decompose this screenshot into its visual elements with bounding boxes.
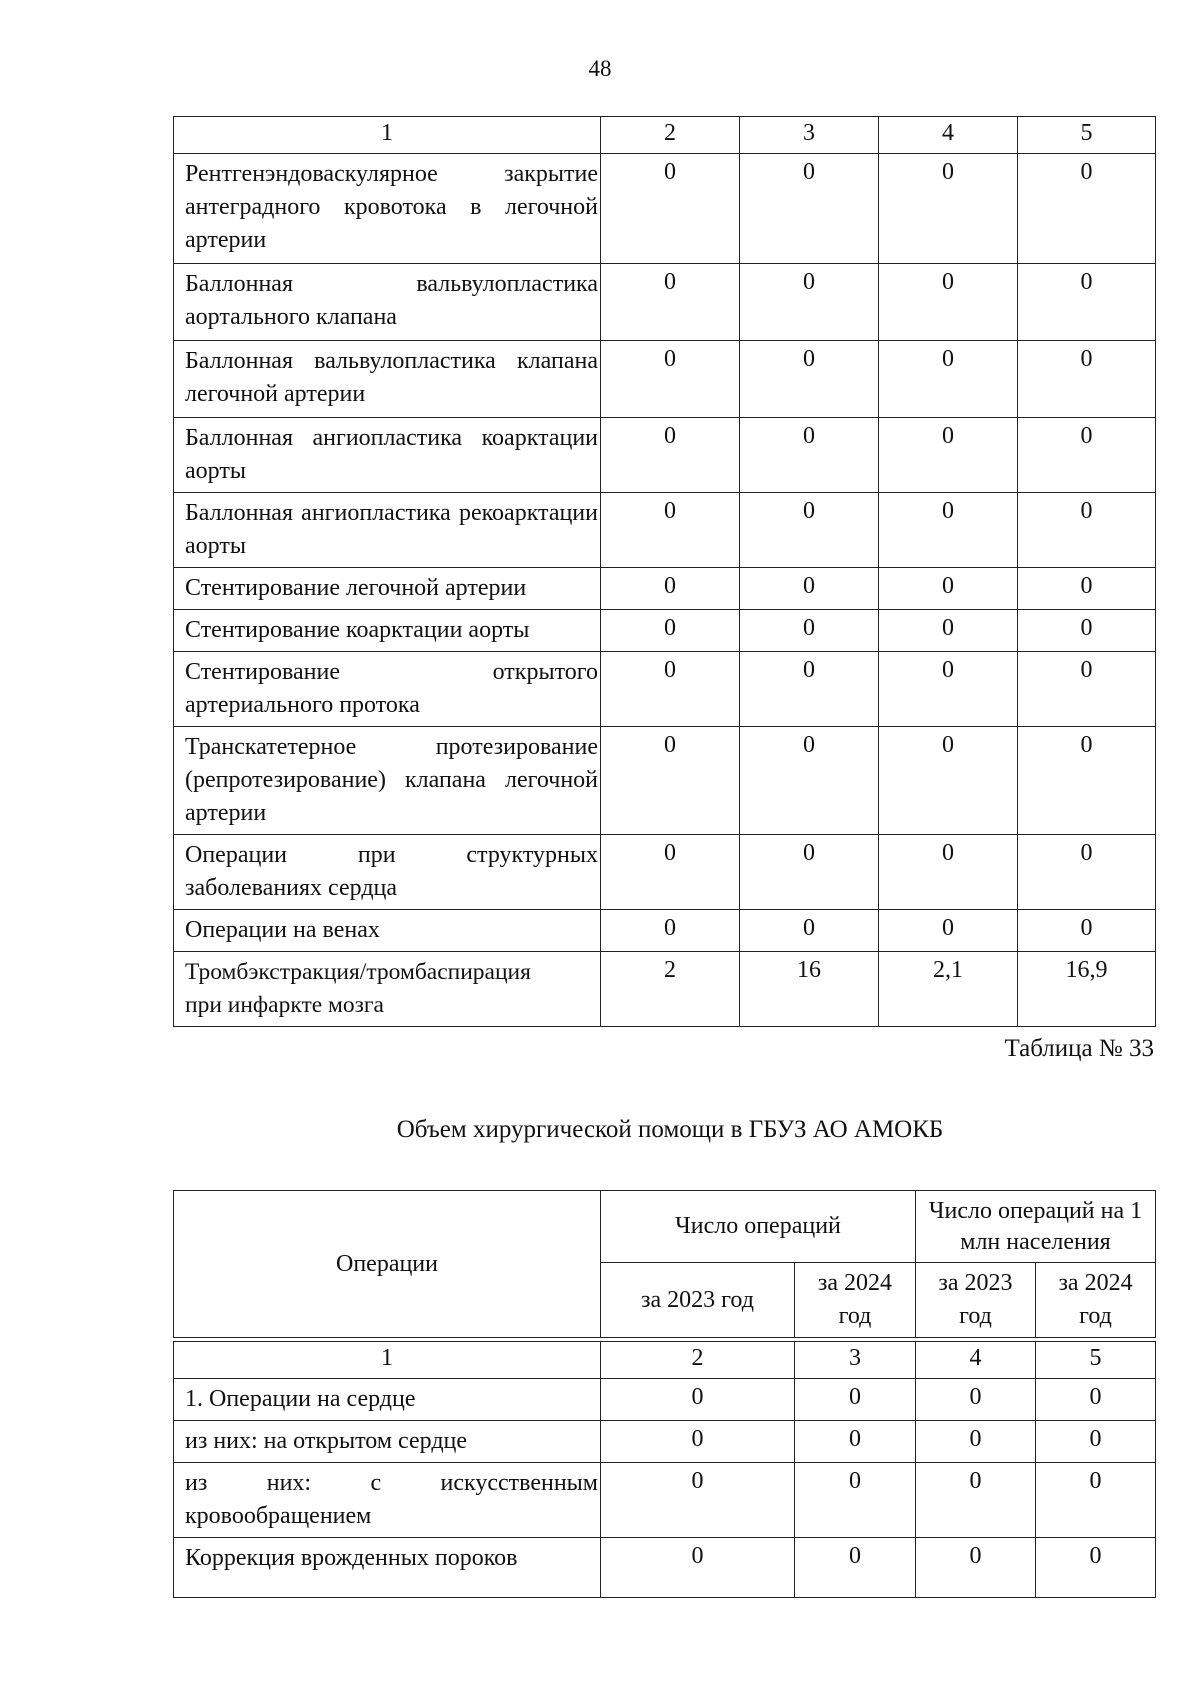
operation-name: Баллонная ангиопластика коарктации аорты xyxy=(174,418,601,493)
value-cell: 0 xyxy=(1018,154,1156,264)
operation-name: 1. Операции на сердце xyxy=(174,1379,601,1421)
value-cell: 0 xyxy=(740,727,879,835)
value-cell: 0 xyxy=(879,341,1018,418)
value-cell: 0 xyxy=(795,1538,916,1598)
operations-header: Операции xyxy=(174,1191,601,1338)
value-cell: 0 xyxy=(1018,910,1156,952)
table-row xyxy=(174,493,1156,568)
value-cell: 0 xyxy=(740,910,879,952)
operation-name: Коррекция врожденных пороков xyxy=(174,1538,601,1598)
operation-name: Баллонная ангиопластика рекоарктации аорты xyxy=(174,493,601,568)
value-cell: 0 xyxy=(740,652,879,727)
value-cell: 0 xyxy=(601,1538,795,1598)
value-cell: 0 xyxy=(740,568,879,610)
table-row xyxy=(174,1379,1156,1421)
year-2023-header: за 2023 год xyxy=(601,1263,795,1338)
value-cell: 0 xyxy=(879,727,1018,835)
value-cell: 0 xyxy=(740,835,879,910)
col-number: 1 xyxy=(174,1342,601,1379)
operation-name: Баллонная вальвулопластика клапана легочной артерии xyxy=(174,341,601,418)
col-number: 5 xyxy=(1036,1342,1156,1379)
per-million-group-header: Число операций на 1 млн населения xyxy=(916,1191,1156,1263)
value-cell: 0 xyxy=(740,154,879,264)
page-number: 48 xyxy=(588,56,612,81)
col-number: 1 xyxy=(174,117,601,154)
operation-name: Операции на венах xyxy=(174,910,601,952)
table-row xyxy=(174,1421,1156,1463)
value-cell: 0 xyxy=(879,493,1018,568)
value-cell: 0 xyxy=(1018,493,1156,568)
value-cell: 0 xyxy=(1036,1538,1156,1598)
surgery-volume-table-header xyxy=(173,1190,1156,1338)
col-number: 3 xyxy=(740,117,879,154)
value-cell: 0 xyxy=(601,493,740,568)
value-cell: 0 xyxy=(601,341,740,418)
value-cell: 0 xyxy=(916,1379,1036,1421)
operation-name: Операции при структурных заболеваниях сердца xyxy=(174,835,601,910)
operation-name: из них: с искусственным кровообращением xyxy=(174,1463,601,1538)
value-cell: 0 xyxy=(879,418,1018,493)
column-number-row xyxy=(174,117,1156,154)
operation-name: Стентирование открытого артериального протока xyxy=(174,652,601,727)
operation-name: Рентгенэндоваскулярное закрытие антеградного кровотока в легочной артерии xyxy=(174,154,601,264)
table-row xyxy=(174,1538,1156,1598)
value-cell: 0 xyxy=(601,568,740,610)
value-cell: 0 xyxy=(795,1421,916,1463)
value-cell: 0 xyxy=(601,835,740,910)
col-number: 4 xyxy=(879,117,1018,154)
table-row xyxy=(174,568,1156,610)
col-number: 4 xyxy=(916,1342,1036,1379)
value-cell: 0 xyxy=(601,727,740,835)
value-cell: 0 xyxy=(601,1421,795,1463)
operation-name-line-2: при инфаркте мозга xyxy=(185,992,384,1018)
operation-name: Транскатетерное протезирование (репротезирование) клапана легочной артерии xyxy=(174,727,601,835)
table-row xyxy=(174,418,1156,493)
surgery-table-continued xyxy=(173,116,1156,1027)
col-number: 2 xyxy=(601,117,740,154)
col-number: 5 xyxy=(1018,117,1156,154)
value-cell: 0 xyxy=(879,652,1018,727)
value-cell: 0 xyxy=(740,610,879,652)
value-cell: 0 xyxy=(879,264,1018,341)
value-cell: 0 xyxy=(601,610,740,652)
value-cell: 0 xyxy=(1036,1421,1156,1463)
col-number: 2 xyxy=(601,1342,795,1379)
year-2023-per-million-header: за 2023 год xyxy=(916,1263,1036,1338)
value-cell: 0 xyxy=(1036,1379,1156,1421)
value-cell: 0 xyxy=(740,493,879,568)
value-cell: 16,9 xyxy=(1018,952,1156,1027)
value-cell: 0 xyxy=(1018,652,1156,727)
operation-name: из них: на открытом сердце xyxy=(174,1421,601,1463)
value-cell: 0 xyxy=(1018,727,1156,835)
value-cell: 0 xyxy=(916,1463,1036,1538)
value-cell: 0 xyxy=(879,568,1018,610)
value-cell: 0 xyxy=(601,1379,795,1421)
value-cell: 0 xyxy=(601,1463,795,1538)
value-cell: 2,1 xyxy=(879,952,1018,1027)
value-cell: 0 xyxy=(1018,568,1156,610)
value-cell: 0 xyxy=(1018,610,1156,652)
table-caption: Таблица № 33 xyxy=(1004,1035,1154,1062)
value-cell: 2 xyxy=(601,952,740,1027)
table-row xyxy=(174,652,1156,727)
value-cell: 0 xyxy=(601,418,740,493)
col-number: 3 xyxy=(795,1342,916,1379)
operation-name: Баллонная вальвулопластика аортального клапана xyxy=(174,264,601,341)
value-cell: 0 xyxy=(740,418,879,493)
count-group-header: Число операций xyxy=(601,1191,916,1263)
value-cell: 0 xyxy=(601,910,740,952)
table-row xyxy=(174,835,1156,910)
table-row xyxy=(174,264,1156,341)
table-row xyxy=(174,952,1156,1027)
column-number-row xyxy=(174,1342,1156,1379)
value-cell: 16 xyxy=(740,952,879,1027)
year-2024-header: за 2024 год xyxy=(795,1263,916,1338)
value-cell: 0 xyxy=(795,1379,916,1421)
operation-name: Стентирование коарктации аорты xyxy=(174,610,601,652)
value-cell: 0 xyxy=(601,652,740,727)
year-2024-per-million-header: за 2024 год xyxy=(1036,1263,1156,1338)
value-cell: 0 xyxy=(879,154,1018,264)
value-cell: 0 xyxy=(740,341,879,418)
operation-name-line-1: Тромбэкстракция/тромбаспирация xyxy=(185,959,531,985)
operation-name: Стентирование легочной артерии xyxy=(174,568,601,610)
surgery-volume-table xyxy=(173,1341,1156,1598)
value-cell: 0 xyxy=(740,264,879,341)
value-cell: 0 xyxy=(879,835,1018,910)
table-row xyxy=(174,341,1156,418)
table-row xyxy=(174,1463,1156,1538)
value-cell: 0 xyxy=(879,910,1018,952)
value-cell: 0 xyxy=(916,1421,1036,1463)
table-title: Объем хирургической помощи в ГБУЗ АО АМОКБ xyxy=(396,1116,944,1143)
table-row xyxy=(174,910,1156,952)
value-cell: 0 xyxy=(879,610,1018,652)
value-cell: 0 xyxy=(1018,341,1156,418)
value-cell: 0 xyxy=(1036,1463,1156,1538)
value-cell: 0 xyxy=(601,154,740,264)
table-row xyxy=(174,154,1156,264)
table-row xyxy=(174,610,1156,652)
table-row xyxy=(174,727,1156,835)
value-cell: 0 xyxy=(601,264,740,341)
value-cell: 0 xyxy=(1018,835,1156,910)
value-cell: 0 xyxy=(795,1463,916,1538)
value-cell: 0 xyxy=(916,1538,1036,1598)
operation-name xyxy=(174,952,601,1027)
value-cell: 0 xyxy=(1018,264,1156,341)
value-cell: 0 xyxy=(1018,418,1156,493)
